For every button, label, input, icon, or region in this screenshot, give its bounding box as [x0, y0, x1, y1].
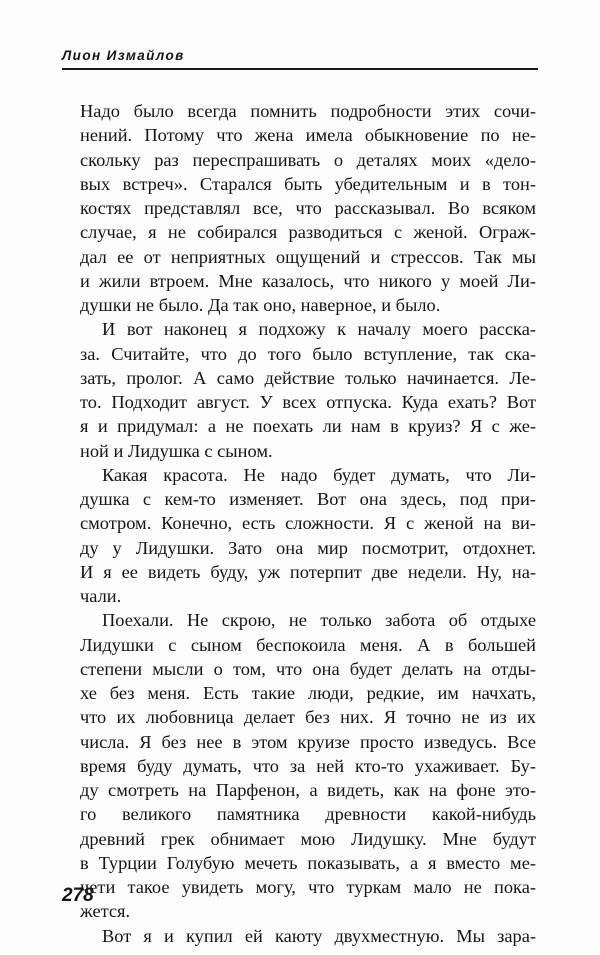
text-line: за. Считайте, что до того было вступление, так ска- [80, 343, 536, 364]
text-line: душки не было. Да так оно, наверное, и было. [80, 295, 441, 315]
text-line: древний грек обнимает мою Лидушку. Мне будут [80, 828, 536, 849]
text-line: скольку раз переспрашивать о деталях моих «дело- [80, 149, 536, 170]
text-line: ду у Лидушки. Зато она мир посмотрит, отдохнет. [80, 537, 536, 558]
text-line: то. Подходит август. У всех отпуска. Куда ехать? Вот [80, 392, 536, 412]
text-line: дал ее от неприятных ощущений и стрессов. Так мы [80, 246, 536, 267]
text-line: и жили втроем. Мне казалось, что никого у моей Ли- [80, 270, 536, 291]
text-line: ной и Лидушка с сыном. [80, 440, 273, 461]
text-line: зать, пролог. А само действие только начинается. Ле- [80, 367, 536, 388]
text-line: время буду думать, что за ней кто-то ухаживает. Бу- [80, 755, 536, 776]
text-line: Вот я и купил ей каюту двухместную. Мы зара- [102, 925, 536, 946]
text-line: ду смотреть на Парфенон, а видеть, как на фоне это- [80, 780, 536, 800]
text-line: случае, я не собирался разводиться с женой. Ограж- [80, 222, 536, 243]
text-line: я и придумал: а не поехать ли нам в круиз? Я с же- [80, 416, 536, 437]
text-line: го великого памятника древности какой-нибудь [80, 804, 536, 825]
running-head-author: Лион Измайлов [62, 48, 185, 63]
text-line: вых встреч». Старался быть убедительным и в тон- [80, 173, 536, 194]
text-line: степени мысли о том, что она будет делать на отды- [80, 658, 536, 679]
text-line: И я ее видеть буду, уж потерпит две недели. Ну, на- [80, 561, 536, 582]
text-line: чали. [80, 586, 122, 606]
text-line: И вот наконец я подхожу к началу моего расска- [102, 319, 536, 340]
text-line: жется. [80, 901, 131, 922]
text-line: Какая красота. Не надо будет думать, что Ли- [102, 464, 536, 485]
text-line: смотром. Конечно, есть сложности. Я с женой на ви- [80, 513, 536, 534]
text-line: нений. Потому что жена имела обыкновение по не- [80, 125, 536, 146]
text-line: в Турции Голубую мечеть показывать, а я вместо ме- [80, 852, 536, 873]
text-line: что их любовница делает без них. Я точно не из их [80, 707, 536, 728]
text-line: Надо было всегда помнить подробности этих сочи- [80, 101, 536, 121]
text-line: числа. Я без нее в этом круизе просто изведусь. Все [80, 731, 536, 752]
text-line: душка с кем-то изменяет. Вот она здесь, под при- [80, 489, 536, 509]
body-text [80, 99, 536, 948]
text-line: чети такое увидеть могу, что туркам мало не пока- [80, 877, 536, 897]
text-line: хе без меня. Есть такие люди, редкие, им начхать, [80, 683, 536, 703]
text-line: костях представлял все, что рассказывал. Во всяком [80, 198, 536, 218]
text-line: Лидушки с сыном беспокоила меня. А в большей [80, 634, 536, 655]
page-number: 278 [62, 885, 94, 906]
text-line: Поехали. Не скрою, не только забота об отдыхе [102, 610, 536, 631]
header-rule [62, 68, 538, 70]
